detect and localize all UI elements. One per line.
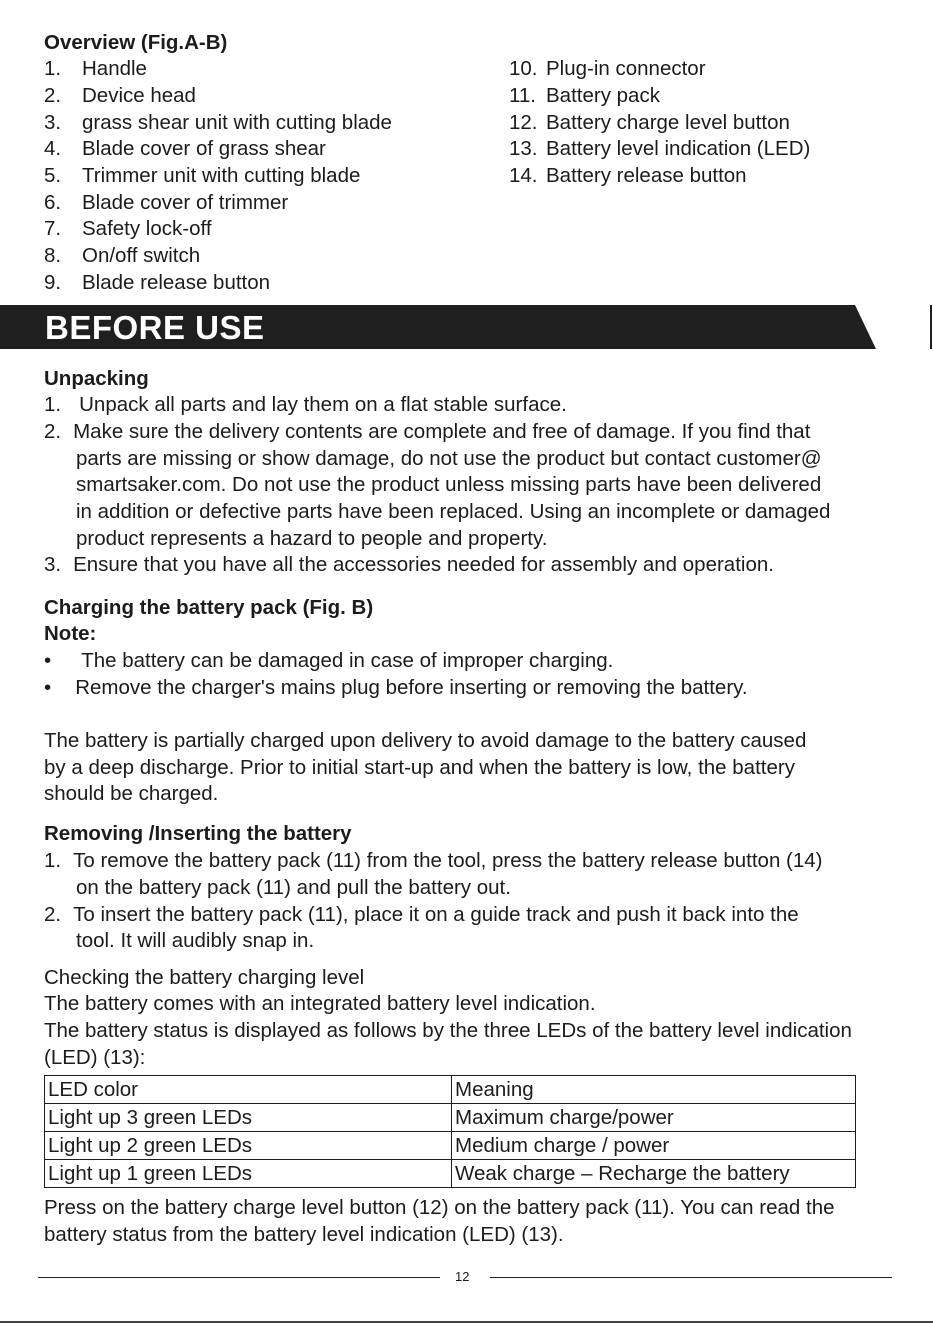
page-number: 12 — [455, 1269, 470, 1284]
bullet-item: • The battery can be damaged in case of improper charging. — [44, 649, 614, 672]
list-item-continuation: in addition or defective parts have been replaced. Using an incomplete or damaged — [76, 500, 831, 523]
list-item: 14. Battery release button — [509, 164, 747, 187]
list-item: 2. Device head — [44, 84, 196, 107]
table-row — [45, 1132, 856, 1160]
led-table — [44, 1075, 856, 1188]
table-row — [45, 1104, 856, 1132]
overview-heading: Overview (Fig.A-B) — [44, 31, 228, 54]
list-item: 3. grass shear unit with cutting blade — [44, 111, 392, 134]
table-row — [45, 1160, 856, 1188]
paragraph-line: The battery comes with an integrated battery level indication. — [44, 992, 596, 1015]
table-cell: Light up 1 green LEDs — [45, 1160, 452, 1188]
list-item-continuation: on the battery pack (11) and pull the battery out. — [76, 876, 511, 899]
table-header-cell: Meaning — [452, 1076, 856, 1104]
charging-heading: Charging the battery pack (Fig. B) — [44, 596, 374, 619]
list-item: 1. Unpack all parts and lay them on a flat stable surface. — [44, 393, 567, 416]
note-label: Note: — [44, 622, 97, 645]
list-item-continuation: tool. It will audibly snap in. — [76, 929, 315, 952]
list-item: 2. Make sure the delivery contents are complete and free of damage. If you find that — [44, 420, 811, 443]
list-item-continuation: smartsaker.com. Do not use the product unless missing parts have been delivered — [76, 473, 822, 496]
table-header-row — [45, 1076, 856, 1104]
page-bottom-edge — [0, 1321, 933, 1323]
list-item: 9. Blade release button — [44, 271, 271, 294]
paragraph-line: Press on the battery charge level button (12) on the battery pack (11). You can read the — [44, 1196, 835, 1219]
paragraph-line: should be charged. — [44, 782, 219, 805]
list-item: 7. Safety lock-off — [44, 217, 212, 240]
table-cell: Light up 3 green LEDs — [45, 1104, 452, 1132]
list-item: 8. On/off switch — [44, 244, 201, 267]
table-cell: Maximum charge/power — [452, 1104, 856, 1132]
list-item: 5. Trimmer unit with cutting blade — [44, 164, 361, 187]
footer-rule-right — [490, 1277, 892, 1278]
table-header-cell: LED color — [45, 1076, 452, 1104]
unpacking-heading: Unpacking — [44, 367, 149, 390]
list-item: 12. Battery charge level button — [509, 111, 790, 134]
list-item: 1. Handle — [44, 57, 147, 80]
table-cell: Medium charge / power — [452, 1132, 856, 1160]
paragraph-line: by a deep discharge. Prior to initial start-up and when the battery is low, the battery — [44, 756, 795, 779]
paragraph-line: The battery is partially charged upon delivery to avoid damage to the battery caused — [44, 729, 807, 752]
checking-heading: Checking the battery charging level — [44, 966, 365, 989]
bullet-item: • Remove the charger's mains plug before inserting or removing the battery. — [44, 676, 748, 699]
footer-rule-left — [38, 1277, 440, 1278]
list-item: 1. To remove the battery pack (11) from the tool, press the battery release button (14) — [44, 849, 823, 872]
list-item: 6. Blade cover of trimmer — [44, 191, 289, 214]
paragraph-line: The battery status is displayed as follows by the three LEDs of the battery level indication — [44, 1019, 852, 1042]
list-item: 2. To insert the battery pack (11), place it on a guide track and push it back into the — [44, 903, 799, 926]
table-cell: Weak charge – Recharge the battery — [452, 1160, 856, 1188]
removing-heading: Removing /Inserting the battery — [44, 822, 352, 845]
list-item: 11. Battery pack — [509, 84, 660, 107]
paragraph-line: battery status from the battery level indication (LED) (13). — [44, 1223, 564, 1246]
paragraph-line: (LED) (13): — [44, 1046, 146, 1069]
list-item: 13. Battery level indication (LED) — [509, 137, 811, 160]
list-item-continuation: product represents a hazard to people and property. — [76, 527, 548, 550]
list-item-continuation: parts are missing or show damage, do not use the product but contact customer@ — [76, 447, 822, 470]
section-banner-title: BEFORE USE — [45, 309, 265, 346]
list-item: 10. Plug-in connector — [509, 57, 706, 80]
table-cell: Light up 2 green LEDs — [45, 1132, 452, 1160]
list-item: 4. Blade cover of grass shear — [44, 137, 326, 160]
page-edge-mark — [930, 305, 932, 349]
list-item: 3. Ensure that you have all the accessories needed for assembly and operation. — [44, 553, 774, 576]
